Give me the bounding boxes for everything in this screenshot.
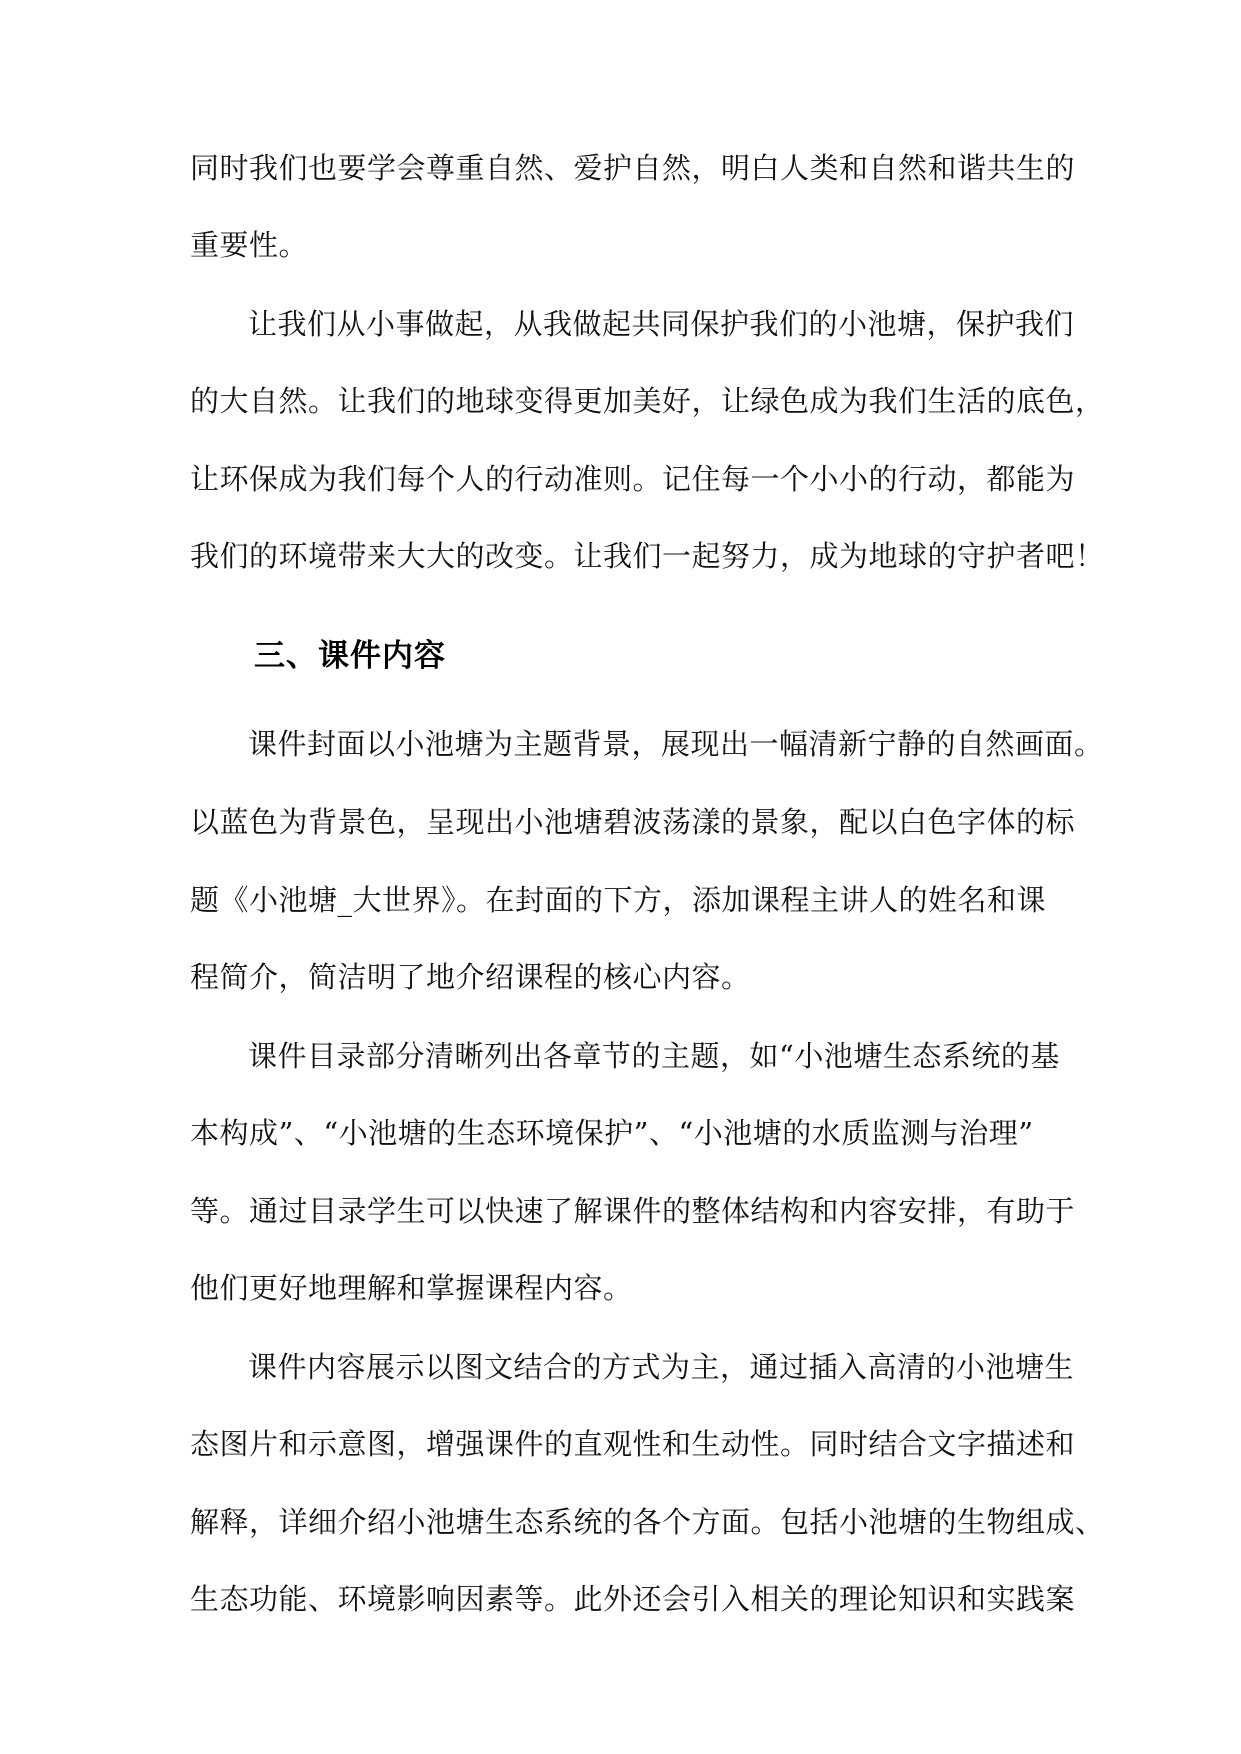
paragraph-line: 的大自然。让我们的地球变得更加美好，让绿色成为我们生活的底色， [190, 384, 1105, 418]
paragraph-line: 让我们从小事做起，从我做起共同保护我们的小池塘，保护我们 [248, 307, 1075, 341]
paragraph-line: 我们的环境带来大大的改变。让我们一起努力，成为地球的守护者吧！ [190, 539, 1105, 573]
paragraph-line: 题《小池塘_大世界》。在封面的下方，添加课程主讲人的姓名和课 [190, 883, 1047, 917]
paragraph-line: 生态功能、环境影响因素等。此外还会引入相关的理论知识和实践案 [190, 1582, 1076, 1616]
paragraph-line: 他们更好地理解和掌握课程内容。 [190, 1271, 633, 1305]
paragraph-line: 本构成”、“小池塘的生态环境保护”、“小池塘的水质监测与治理” [190, 1116, 1034, 1150]
paragraph-line: 等。通过目录学生可以快速了解课件的整体结构和内容安排，有助于 [190, 1194, 1076, 1228]
paragraph-line: 重要性。 [190, 228, 309, 262]
paragraph-line: 以蓝色为背景色，呈现出小池塘碧波荡漾的景象，配以白色字体的标 [190, 805, 1076, 839]
paragraph-line: 课件内容展示以图文结合的方式为主，通过插入高清的小池塘生 [248, 1350, 1075, 1384]
paragraph-line: 让环保成为我们每个人的行动准则。记住每一个小小的行动，都能为 [190, 462, 1076, 496]
paragraph-line: 课件目录部分清晰列出各章节的主题，如“小池塘生态系统的基 [248, 1039, 1060, 1073]
section-heading: 三、课件内容 [254, 638, 446, 674]
paragraph-line: 课件封面以小池塘为主题背景，展现出一幅清新宁静的自然画面。 [248, 727, 1104, 761]
paragraph-line: 解释，详细介绍小池塘生态系统的各个方面。包括小池塘的生物组成、 [190, 1505, 1105, 1539]
paragraph-line: 态图片和示意图，增强课件的直观性和生动性。同时结合文字描述和 [190, 1427, 1076, 1461]
paragraph-line: 同时我们也要学会尊重自然、爱护自然，明白人类和自然和谐共生的 [190, 151, 1076, 185]
paragraph-line: 程简介，简洁明了地介绍课程的核心内容。 [190, 960, 751, 994]
